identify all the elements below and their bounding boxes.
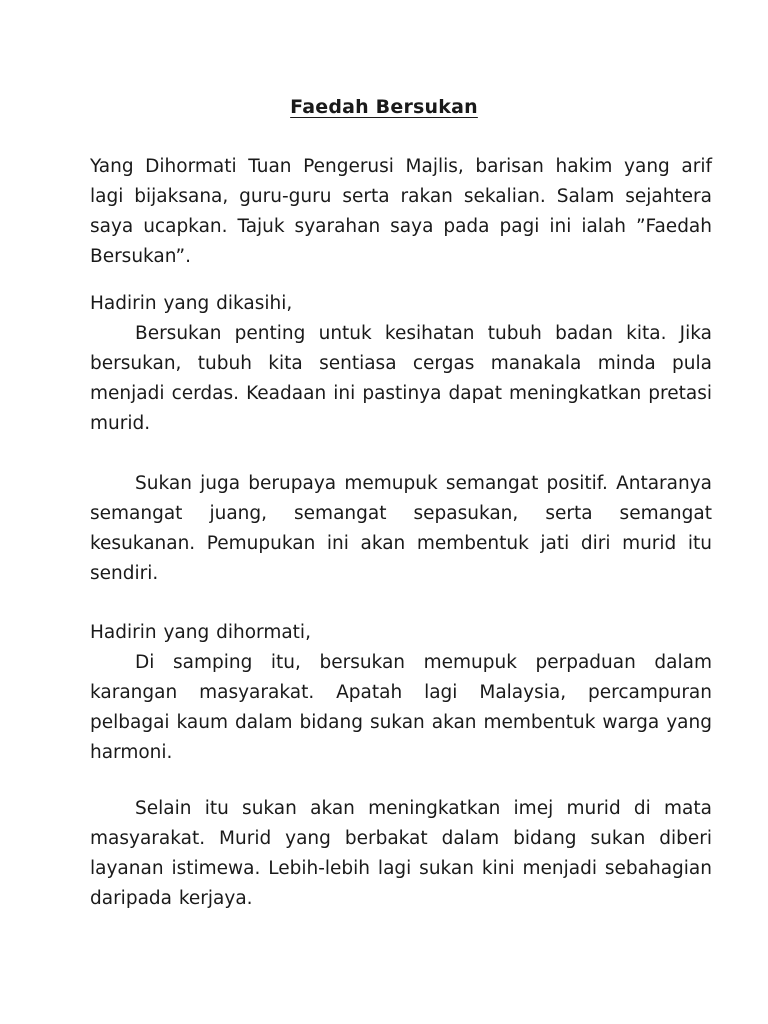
paragraph-perpaduan: Di samping itu, bersukan memupuk perpaduan dalam karangan masyarakat. Apatah lagi Malaysia, percampuran pelbagai kaum dalam bidang sukan akan membentuk warga yang harmoni. (90, 652, 712, 763)
opening-paragraph-block (90, 152, 712, 272)
section-4-block (90, 794, 712, 914)
greeting-dikasihi: Hadirin yang dikasihi, (90, 293, 293, 314)
greeting-dihormati: Hadirin yang dihormati, (90, 622, 311, 643)
paragraph-imej-murid: Selain itu sukan akan meningkatkan imej murid di mata masyarakat. Murid yang berbakat dalam bidang sukan diberi layanan istimewa. Lebih-lebih lagi sukan kini menjadi sebahagian daripada kerjaya. (90, 798, 712, 909)
section-2-block (90, 469, 712, 589)
section-3-block (90, 618, 712, 768)
paragraph-semangat: Sukan juga berupaya memupuk semangat positif. Antaranya semangat juang, semangat sepasukan, serta semangat kesukanan. Pemupukan ini akan membentuk jati diri murid itu sendiri. (90, 473, 712, 584)
section-1-block (90, 289, 712, 439)
opening-paragraph: Yang Dihormati Tuan Pengerusi Majlis, barisan hakim yang arif lagi bijaksana, guru-guru serta rakan sekalian. Salam sejahtera saya ucapkan. Tajuk syarahan saya pada pagi ini ialah ”Faedah Bersukan”. (90, 156, 712, 267)
paragraph-kesihatan: Bersukan penting untuk kesihatan tubuh badan kita. Jika bersukan, tubuh kita sentiasa cergas manakala minda pula menjadi cerdas. Keadaan ini pastinya dapat meningkatkan pretasi murid. (90, 323, 712, 434)
document-title: Faedah Bersukan (290, 96, 478, 118)
